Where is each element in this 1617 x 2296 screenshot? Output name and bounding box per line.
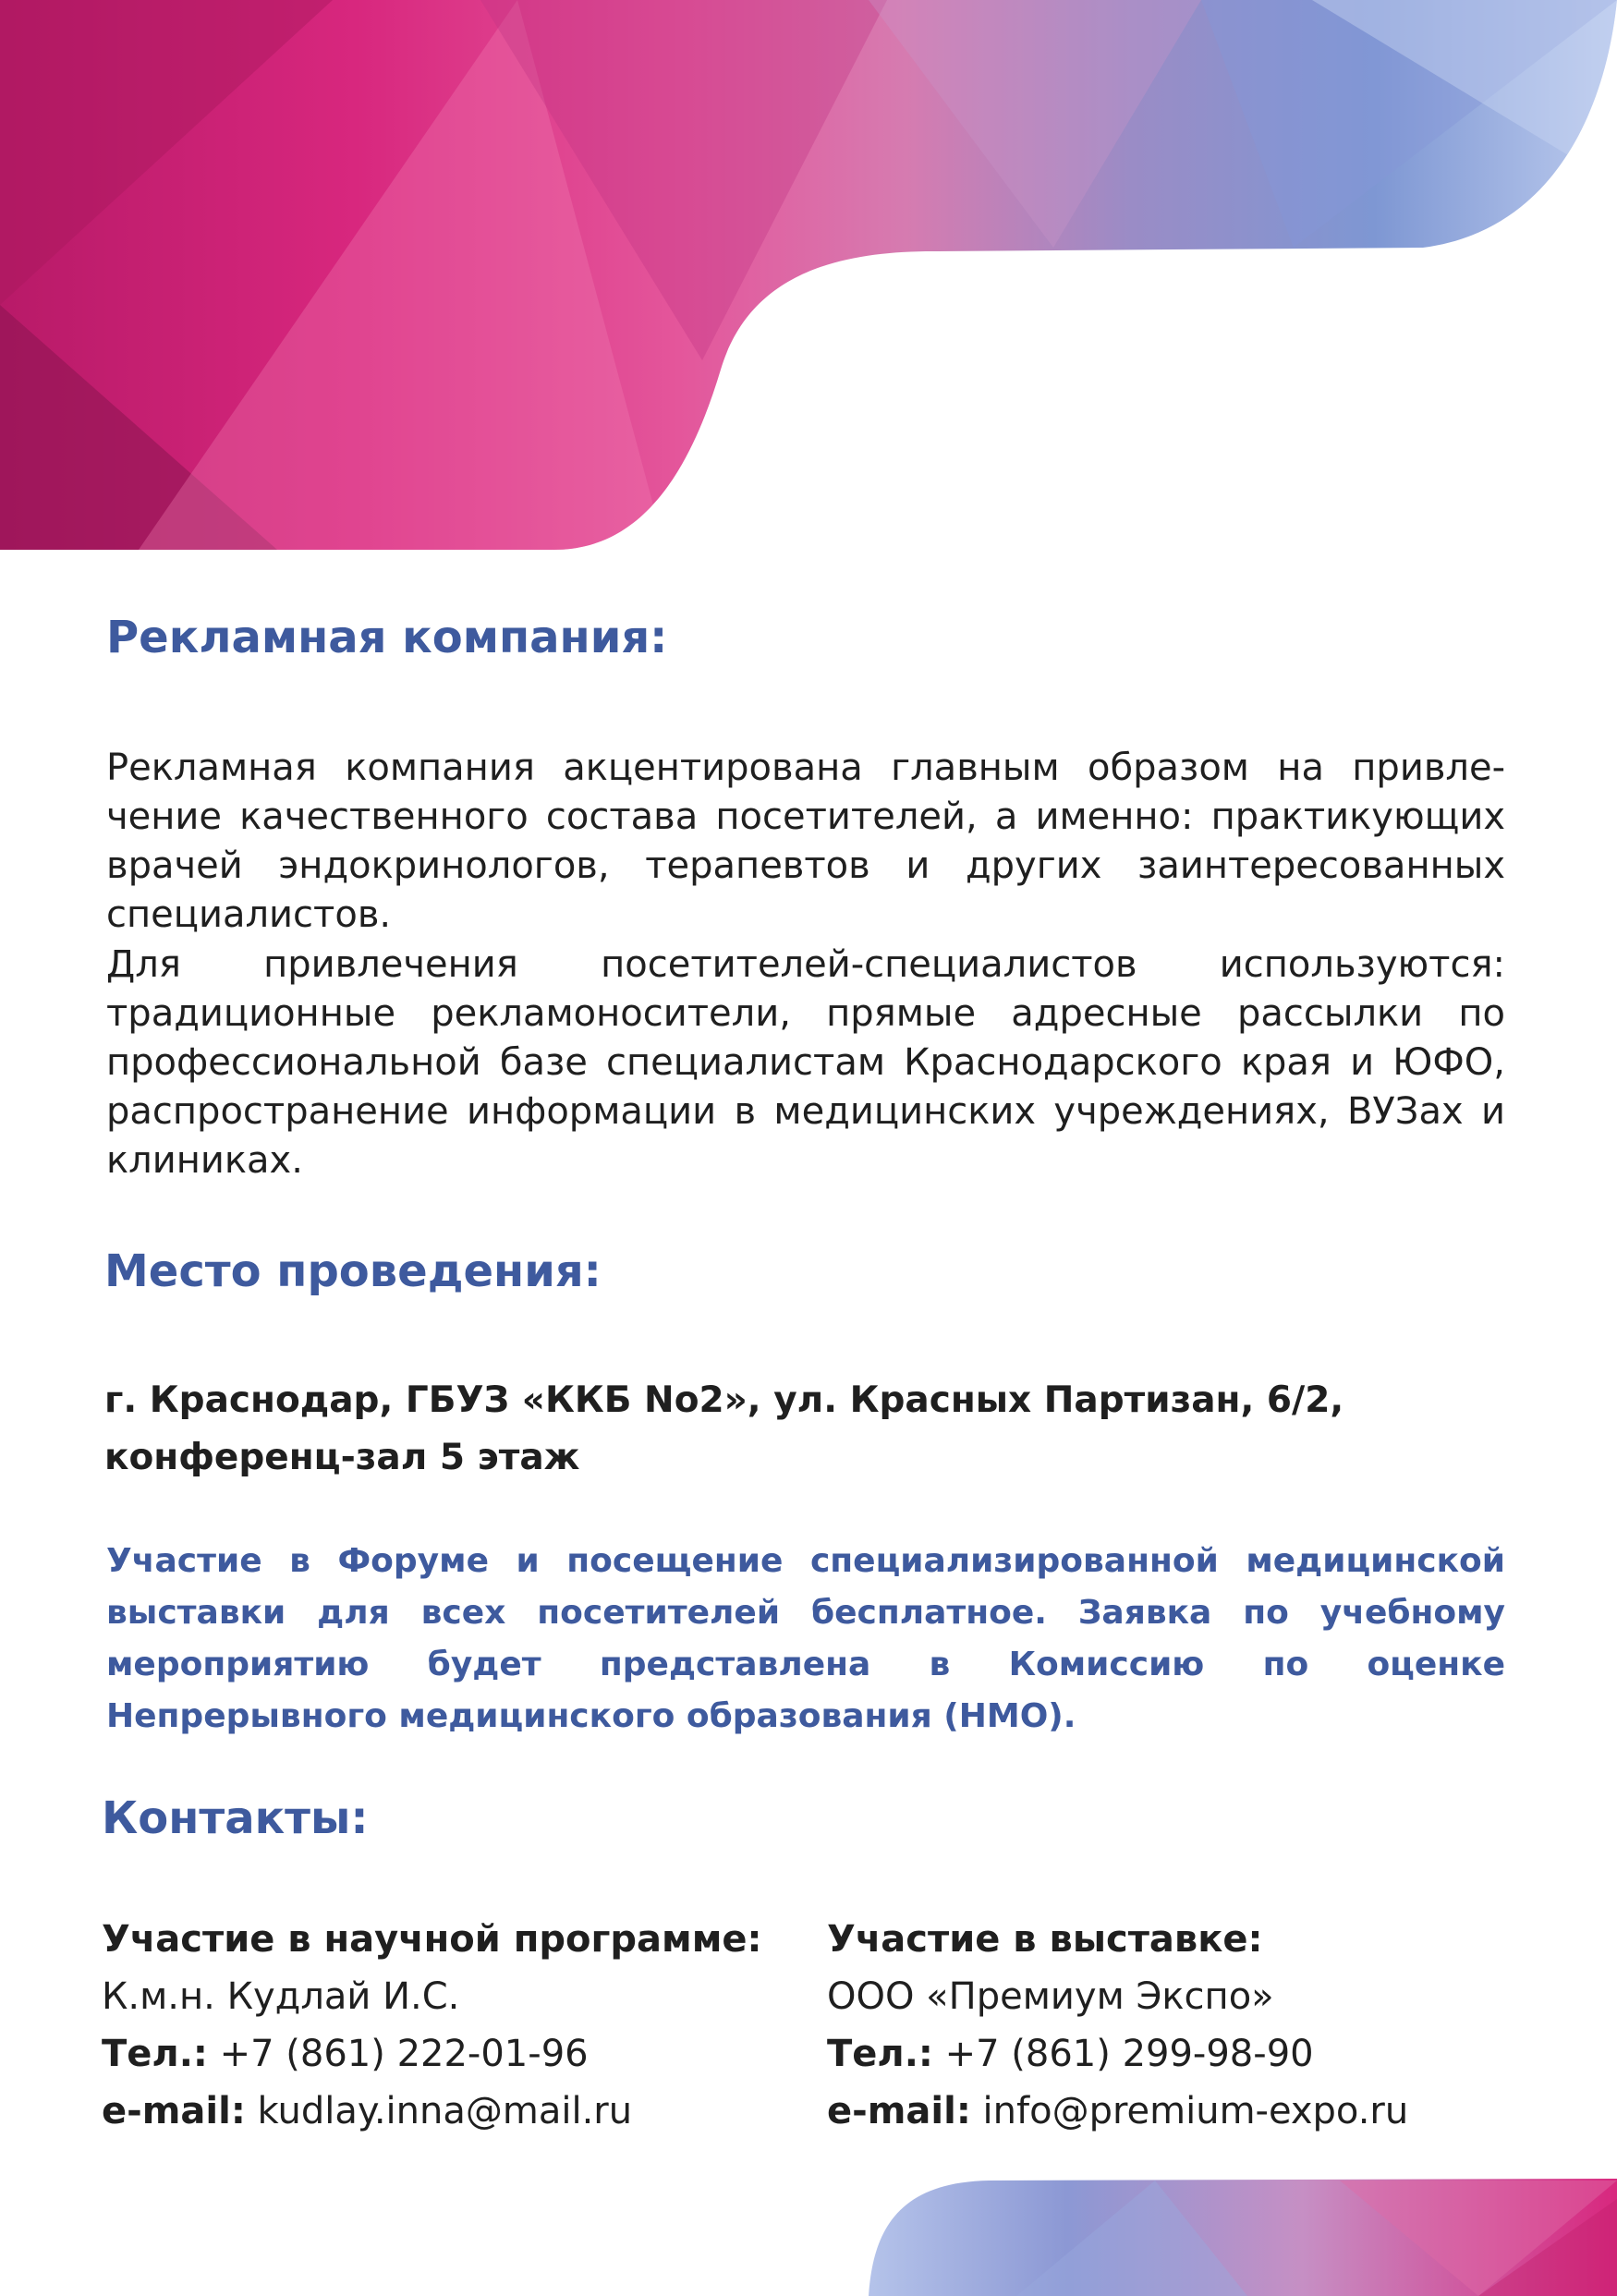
contact-science-title: Участие в научной программе: — [102, 1918, 762, 1961]
contact-exhibition-email-row — [827, 2083, 1408, 2140]
venue-address-line-1: г. Краснодар, ГБУЗ «ККБ No2», ул. Красных Партизан, 6/2, — [104, 1379, 1344, 1421]
advert-paragraph-1: Рекламная компания акцентирована главным образом на привлечение качественного состава посетителей, а именно: практикующих врачей эндокринологов, терапевтов и других заинтересованных специалистов. — [106, 747, 1505, 936]
contact-exhibition-phone-row — [827, 2025, 1408, 2083]
advert-paragraph-2: Для привлечения посетителей-специалистов используются: традиционные рекламоносители, прямые адресные рассылки по профессиональной базе специалистам Краснодарского края и ЮФО, распространение информации в медицинских учреждениях, ВУЗах и клиниках. — [106, 943, 1505, 1182]
contact-exhibition-email[interactable]: info@premium-expo.ru — [982, 2090, 1409, 2132]
email-label: e-mail: — [827, 2090, 971, 2132]
email-label: e-mail: — [102, 2090, 246, 2132]
contact-science-name: К.м.н. Кудлай И.С. — [102, 1975, 460, 2018]
contact-science-email[interactable]: kudlay.inna@mail.ru — [257, 2090, 633, 2132]
contact-science-email-row — [102, 2083, 762, 2140]
venue-address — [104, 1372, 1527, 1487]
phone-label: Тел.: — [102, 2033, 208, 2075]
top-decorative-banner — [0, 0, 1617, 554]
participation-notice: Участие в Форуме и посещение специализированной медицинской выставки для всех посетителей бесплатное. Заявка по учебному мероприятию будет представлена в Комиссию по оценке Непрерывного медицинского образования (НМО). — [106, 1542, 1505, 1735]
contact-exhibition-phone[interactable]: +7 (861) 299-98-90 — [944, 2033, 1314, 2075]
contact-science-phone-row — [102, 2025, 762, 2083]
advert-heading: Рекламная компания: — [106, 612, 668, 663]
contacts-heading: Контакты: — [102, 1792, 369, 1844]
bottom-decorative-banner — [0, 2153, 1617, 2296]
contact-exhibition — [827, 1911, 1408, 2140]
venue-address-line-2: конференц-зал 5 этаж — [104, 1437, 580, 1478]
venue-heading: Место проведения: — [104, 1245, 602, 1297]
contact-exhibition-name: ООО «Премиум Экспо» — [827, 1975, 1274, 2018]
contact-exhibition-title: Участие в выставке: — [827, 1918, 1263, 1961]
contact-science-phone[interactable]: +7 (861) 222-01-96 — [219, 2033, 589, 2075]
contact-science-program — [102, 1911, 762, 2140]
phone-label: Тел.: — [827, 2033, 933, 2075]
